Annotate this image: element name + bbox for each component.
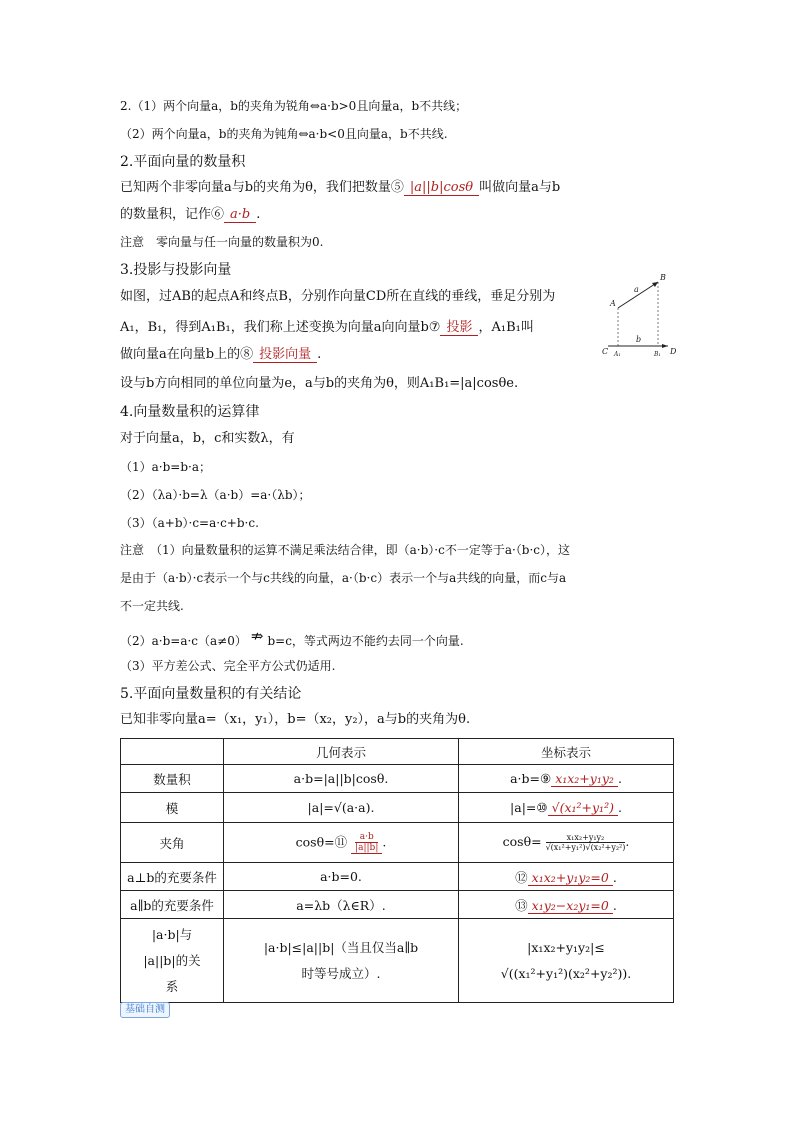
fraction <box>546 833 626 852</box>
geo-cell: a=λb（λ∈R）. <box>224 891 459 919</box>
coord-cell <box>459 863 674 891</box>
label-line: |a·b|与 <box>151 926 193 942</box>
table-row <box>121 793 674 823</box>
note-line: 注意 （1）向量数量积的运算不满足乘法结合律，即（a·b）·c不一定等于a·（b·c），这 <box>120 543 571 557</box>
label-A: A <box>610 299 616 308</box>
label-D: D <box>670 347 677 356</box>
fraction-denominator: |a||b| <box>355 842 379 853</box>
arrow-head <box>662 344 668 348</box>
answer-blank: 投影向量 <box>253 347 317 363</box>
text-span: cosθ=⑪ <box>295 834 348 849</box>
geo-cell: |a|=√(a·a). <box>224 793 459 823</box>
row-label: 夹角 <box>121 823 224 863</box>
answer-blank: |a||b|cosθ <box>404 180 479 196</box>
text-span: ⑫ <box>515 869 528 885</box>
label-line: |a||b|的关 <box>143 952 201 968</box>
not-implies-arrow: ⇏ <box>250 627 264 645</box>
row-label <box>121 919 224 1003</box>
coord-cell <box>459 765 674 793</box>
text-line: 2.（1）两个向量a，b的夹角为锐角⇔a·b>0且向量a，b不共线； <box>120 99 468 113</box>
table-row <box>121 891 674 919</box>
label-A1: A₁ <box>614 351 621 358</box>
text-span: b=c，等式两边不能约去同一个向量. <box>267 634 464 648</box>
section-heading: 4.向量数量积的运算律 <box>120 404 260 420</box>
fraction <box>351 832 382 854</box>
text-span: . <box>625 834 630 849</box>
text-span: ⑬ <box>515 897 528 913</box>
geo-cell <box>224 823 459 863</box>
answer-blank: 投影 <box>440 320 478 336</box>
text-line <box>120 318 534 338</box>
text-span: . <box>256 207 261 222</box>
text-line <box>120 205 260 225</box>
table-row <box>121 823 674 863</box>
answer-blank: x₁x₂+y₁y₂=0 <box>528 870 613 886</box>
text-line: 如图，过AB的起点A和终点B，分别作向量CD所在直线的垂线，垂足分别为 <box>120 289 556 304</box>
text-line: （3）平方差公式、完全平方公式仍适用. <box>120 659 336 673</box>
conclusion-table <box>120 738 674 1003</box>
text-span: 已知两个非零向量a与b的夹角为θ，我们把数量⑤ <box>120 180 404 195</box>
text-span: |a|=⑩ <box>510 800 548 815</box>
fraction-numerator: x₁x₂+y₁y₂ <box>546 833 626 843</box>
cell-line: 时等号成立）. <box>301 965 381 981</box>
text-line: 设与b方向相同的单位向量为e，a与b的夹角为θ，则A₁B₁=|a|cosθe. <box>120 376 519 391</box>
text-span: 叫做向量a与b <box>479 180 561 195</box>
label-C: C <box>602 347 609 356</box>
text-span: cosθ= <box>502 834 542 849</box>
row-label: 数量积 <box>121 765 224 793</box>
text-span: . <box>382 834 387 849</box>
label-B1: B₁ <box>654 351 661 358</box>
text-span: . <box>617 771 622 786</box>
table-header <box>121 739 224 765</box>
text-line: （2）（λa）·b=λ（a·b）=a·（λb）； <box>120 488 311 502</box>
fraction-numerator: a·b <box>355 832 378 843</box>
answer-blank: x₁x₂+y₁y₂ <box>551 771 618 787</box>
table-row <box>121 863 674 891</box>
text-span: a·b=⑨ <box>510 771 552 786</box>
text-span: 做向量a在向量b上的⑧ <box>120 347 254 362</box>
table-row <box>121 919 674 1003</box>
coord-cell <box>459 891 674 919</box>
text-span: . <box>617 800 622 815</box>
geo-cell: a·b=0. <box>224 863 459 891</box>
note-line: 是由于（a·b）·c表示一个与c共线的向量，a·（b·c）表示一个与a共线的向量，而c与a <box>120 571 567 585</box>
coord-cell <box>459 793 674 823</box>
label-a: a <box>634 285 639 294</box>
label-B: B <box>660 273 666 282</box>
label-line: 系 <box>165 978 179 994</box>
text-span: 的数量积，记作⑥ <box>120 207 225 222</box>
text-line: （3）（a+b）·c=a·c+b·c. <box>120 516 259 530</box>
geo-cell: a·b=|a||b|cosθ. <box>224 765 459 793</box>
text-line: （1）a·b=b·a； <box>120 460 211 474</box>
cell-line: |x₁x₂+y₁y₂|≤ <box>527 939 605 955</box>
text-span: . <box>317 347 322 362</box>
text-span: . <box>612 869 617 885</box>
table-header: 几何表示 <box>224 739 459 765</box>
text-line: 对于向量a，b，c和实数λ，有 <box>120 431 295 446</box>
geo-cell <box>224 919 459 1003</box>
table-header: 坐标表示 <box>459 739 674 765</box>
text-line: 已知非零向量a=（x₁，y₁），b=（x₂，y₂），a与b的夹角为θ. <box>120 712 471 727</box>
text-line <box>120 345 321 365</box>
cell-line: √((x₁²+y₁²)(x₂²+y₂²)). <box>500 965 632 981</box>
note-line: 不一定共线. <box>120 599 184 613</box>
text-span: ，A₁B₁叫 <box>478 320 534 335</box>
text-line <box>120 178 560 198</box>
section-heading: 3.投影与投影向量 <box>120 262 232 278</box>
label-b: b <box>636 335 642 344</box>
answer-blank: a·b <box>224 207 256 223</box>
self-test-button[interactable]: 基础自测 <box>120 1002 170 1018</box>
projection-diagram <box>600 268 682 358</box>
coord-cell <box>459 823 674 863</box>
answer-blank: x₁y₂−x₂y₁=0 <box>528 898 613 914</box>
text-span: A₁，B₁，得到A₁B₁，我们称上述变换为向量a向向量b⑦ <box>120 320 441 335</box>
row-label: a∥b的充要条件 <box>121 891 224 919</box>
arrow-head <box>652 282 658 287</box>
answer-blank: √(x₁²+y₁²) <box>548 800 618 816</box>
note-line: 注意 零向量与任一向量的数量积为0. <box>120 235 324 249</box>
text-line: （2）两个向量a，b的夹角为钝角⇔a·b<0且向量a，b不共线. <box>120 127 448 141</box>
row-label: 模 <box>121 793 224 823</box>
table-row <box>121 765 674 793</box>
text-line <box>120 627 464 651</box>
table-header-row <box>121 739 674 765</box>
section-heading: 2.平面向量的数量积 <box>120 154 246 170</box>
row-label: a⊥b的充要条件 <box>121 863 224 891</box>
coord-cell <box>459 919 674 1003</box>
text-span: （2）a·b=a·c（a≠0） <box>120 634 247 648</box>
fraction-denominator: √(x₁²+y₁²)√(x₂²+y₂²) <box>545 843 626 852</box>
text-span: . <box>612 897 617 913</box>
cell-line: |a·b|≤|a||b|（当且仅当a∥b <box>263 939 419 955</box>
section-heading: 5.平面向量数量积的有关结论 <box>120 686 302 702</box>
